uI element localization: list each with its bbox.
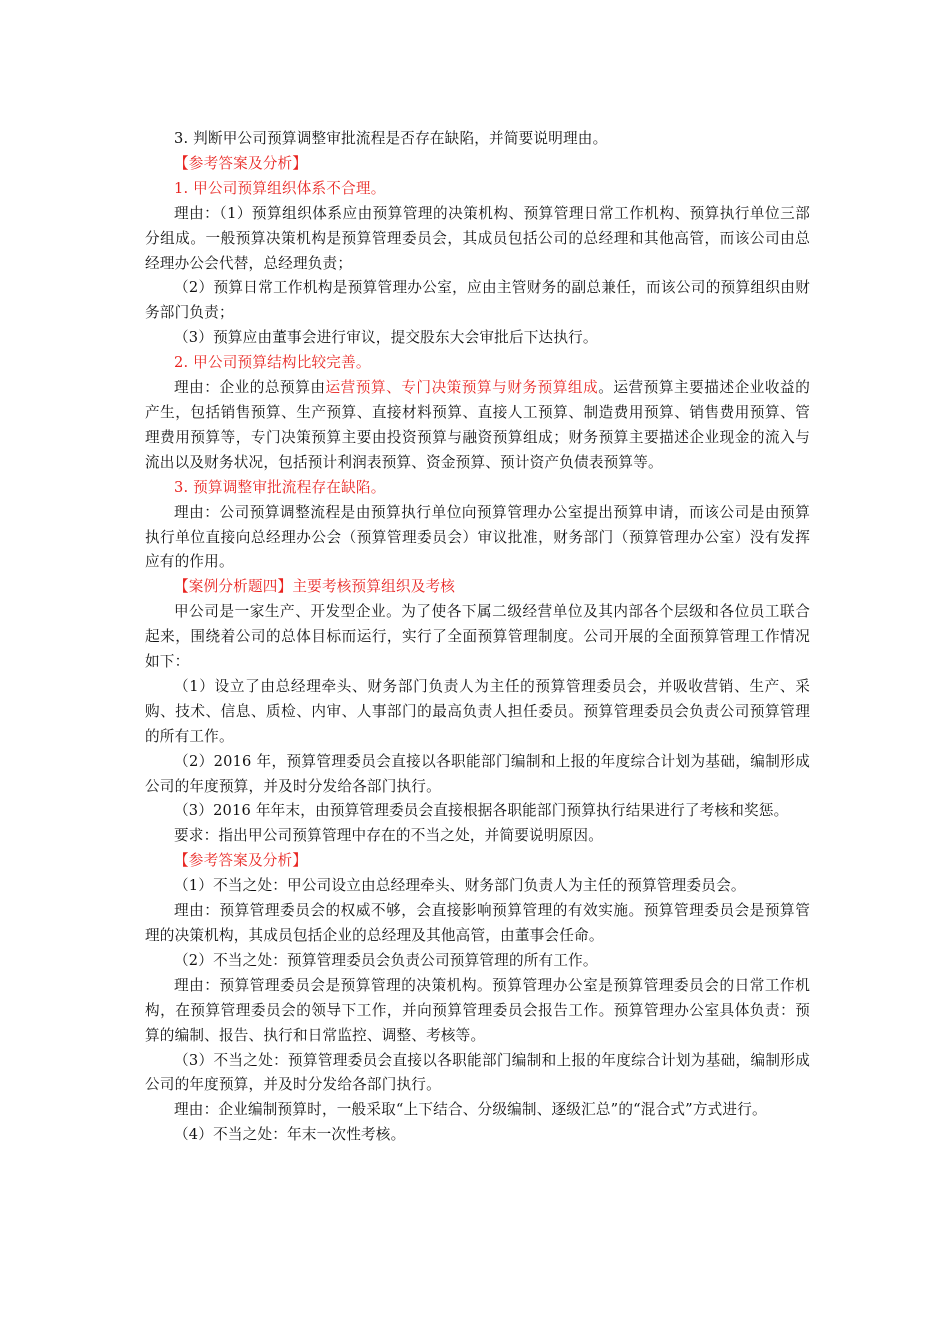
paragraph — [145, 899, 810, 949]
paragraph — [145, 974, 810, 1049]
paragraph — [145, 501, 810, 576]
paragraph — [145, 276, 810, 326]
paragraph — [145, 949, 810, 974]
highlighted-text: 【参考答案及分析】 — [174, 852, 308, 870]
highlighted-text: 运营预算、专门决策预算与财务预算组成 — [325, 379, 599, 397]
highlighted-text: 【参考答案及分析】 — [174, 154, 308, 172]
paragraph — [145, 202, 810, 277]
paragraph — [145, 127, 810, 152]
document-body — [145, 127, 810, 1148]
text-run: 理由：企业编制预算时，一般采取“上下结合、分级编制、逐级汇总”的“混合式”方式进行。 — [174, 1101, 767, 1119]
text-run: （2）不当之处：预算管理委员会负责公司预算管理的所有工作。 — [174, 951, 598, 969]
text-run: （3）预算应由董事会进行审议，提交股东大会审批后下达执行。 — [174, 329, 598, 347]
paragraph — [145, 824, 810, 849]
text-run: （2）预算日常工作机构是预算管理办公室，应由主管财务的副总兼任，而该公司的预算组织由财务部门负责； — [145, 279, 810, 322]
paragraph — [145, 1098, 810, 1123]
paragraph — [145, 575, 810, 600]
text-run: （4）不当之处：年末一次性考核。 — [174, 1126, 406, 1144]
text-run: 要求：指出甲公司预算管理中存在的不当之处，并简要说明原因。 — [174, 827, 604, 845]
text-run: （1）设立了由总经理牵头、财务部门负责人为主任的预算管理委员会，并吸收营销、生产、采购、技术、信息、质检、内审、人事部门的最高负责人担任委员。预算管理委员会负责公司预算管理的所有工作。 — [145, 677, 810, 745]
text-run: 理由：（1）预算组织体系应由预算管理的决策机构、预算管理日常工作机构、预算执行单位三部分组成。一般预算决策机构是预算管理委员会，其成员包括公司的总经理和其他高管，而该公司由总经理办公会代替，总经理负责； — [145, 204, 810, 272]
text-run: 3. 判断甲公司预算调整审批流程是否存在缺陷，并简要说明理由。 — [174, 130, 608, 147]
paragraph — [145, 476, 810, 501]
highlighted-text: 2. 甲公司预算结构比较完善。 — [174, 354, 371, 372]
paragraph — [145, 799, 810, 824]
text-run: 理由：预算管理委员会是预算管理的决策机构。预算管理办公室是预算管理委员会的日常工作机构，在预算管理委员会的领导下工作，并向预算管理委员会报告工作。预算管理办公室具体负责：预算的编制、报告、执行和日常监控、调整、考核等。 — [145, 976, 810, 1044]
paragraph — [145, 351, 810, 376]
paragraph — [145, 849, 810, 874]
paragraph — [145, 152, 810, 177]
highlighted-text: 【案例分析题四】主要考核预算组织及考核 — [174, 578, 456, 596]
text-run: （2）2016 年，预算管理委员会直接以各职能部门编制和上报的年度综合计划为基础，编制形成公司的年度预算，并及时分发给各部门执行。 — [145, 752, 810, 795]
highlighted-text: 1. 甲公司预算组织体系不合理。 — [174, 179, 386, 197]
text-run: 。运营预算主要描述企业收益的产生，包括销售预算、生产预算、直接材料预算、直接人工预算、制造费用预算、销售费用预算、管理费用预算等，专门决策预算主要由投资预算与融资预算组成；财务预算主要描述企业现金的流入与流出以及财务状况，包括预计利润表预算、资金预算、预计资产负债表预算等。 — [145, 379, 810, 471]
paragraph — [145, 177, 810, 202]
paragraph — [145, 1123, 810, 1148]
text-run: 理由：企业的总预算由 — [174, 379, 326, 397]
text-run: （3）2016 年年末，由预算管理委员会直接根据各职能部门预算执行结果进行了考核和奖惩。 — [174, 802, 789, 820]
paragraph — [145, 600, 810, 675]
text-run: 甲公司是一家生产、开发型企业。为了使各下属二级经营单位及其内部各个层级和各位员工联合起来，围绕着公司的总体目标而运行，实行了全面预算管理制度。公司开展的全面预算管理工作情况如下： — [145, 603, 810, 671]
paragraph — [145, 376, 810, 476]
paragraph — [145, 326, 810, 351]
text-run: （3）不当之处：预算管理委员会直接以各职能部门编制和上报的年度综合计划为基础，编制形成公司的年度预算，并及时分发给各部门执行。 — [145, 1051, 810, 1094]
text-run: 理由：预算管理委员会的权威不够，会直接影响预算管理的有效实施。预算管理委员会是预算管理的决策机构，其成员包括企业的总经理及其他高管，由董事会任命。 — [145, 902, 810, 944]
paragraph — [145, 1049, 810, 1099]
text-run: 理由：公司预算调整流程是由预算执行单位向预算管理办公室提出预算申请，而该公司是由预算执行单位直接向总经理办公会（预算管理委员会）审议批准，财务部门（预算管理办公室）没有发挥应有的作用。 — [145, 503, 810, 571]
paragraph — [145, 750, 810, 800]
paragraph — [145, 874, 810, 899]
paragraph — [145, 675, 810, 750]
highlighted-text: 3. 预算调整审批流程存在缺陷。 — [174, 478, 386, 496]
text-run: （1）不当之处：甲公司设立由总经理牵头、财务部门负责人为主任的预算管理委员会。 — [174, 877, 746, 895]
